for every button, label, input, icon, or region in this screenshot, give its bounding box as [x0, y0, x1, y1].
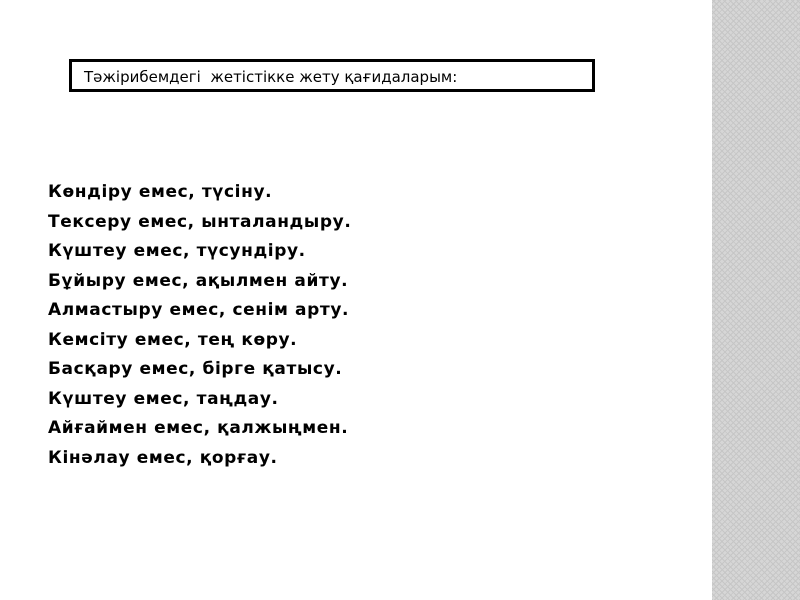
- rule-item: Бұйыру емес, ақылмен айту.: [48, 270, 349, 291]
- rule-item: Алмастыру емес, сенім арту.: [48, 300, 350, 320]
- rule-item: Тексеру емес, ынталандыру.: [48, 211, 352, 232]
- slide-title: Тәжірибемдегі жетістікке жету қағидаларым:: [84, 68, 458, 86]
- rule-item: Күштеу емес, түсундіру.: [48, 241, 306, 261]
- rules-list: [48, 178, 351, 473]
- decorative-side-band: [712, 0, 800, 600]
- rule-item: Кінәлау емес, қорғау.: [48, 447, 278, 468]
- rule-item: Күштеу емес, таңдау.: [48, 388, 279, 409]
- rule-item: Кемсіту емес, тең көру.: [48, 329, 298, 350]
- title-box: [69, 59, 595, 92]
- rule-item: Басқару емес, бірге қатысу.: [48, 359, 343, 379]
- rule-item: Көндіру емес, түсіну.: [48, 182, 273, 202]
- rule-item: Айғаймен емес, қалжыңмен.: [48, 418, 349, 438]
